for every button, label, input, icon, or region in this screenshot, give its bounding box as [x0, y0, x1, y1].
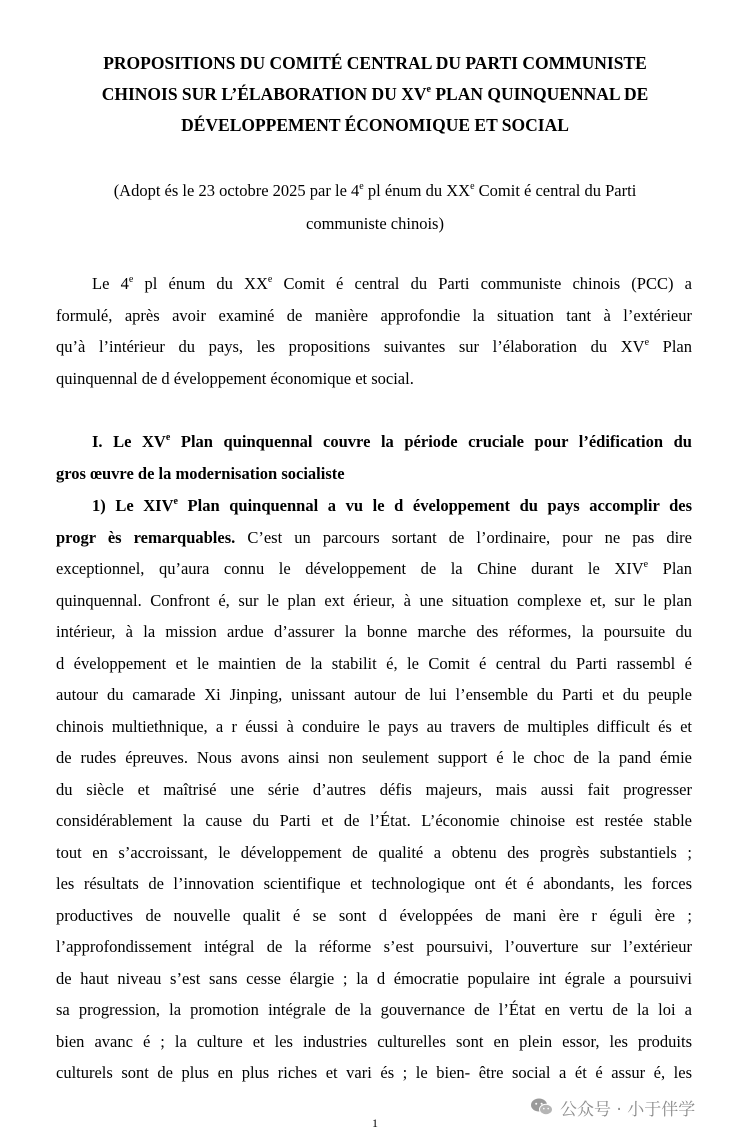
point-1-line: bien avanc é ; la culture et les industries culturelles sont en plein essor, les produits — [56, 1031, 692, 1051]
intro-paragraph — [56, 268, 692, 394]
section-heading — [56, 426, 692, 489]
point-1-line: productives de nouvelle qualit é se sont d éveloppées de mani ère r éguli ère ; — [56, 905, 692, 925]
intro-line: formulé, après avoir examiné de manière approfondie la situation tant à l’extérieur — [56, 305, 692, 325]
adoption-note-line-1: (Adopt és le 23 octobre 2025 par le 4e pl énum du XXe Comit é central du Parti — [113, 180, 637, 200]
point-1-line: du siècle et maîtrisé une série d’autres défis majeurs, mais aussi fait progresser — [56, 779, 692, 799]
point-1-line: culturels sont de plus en plus riches et vari és ; le bien- être social a ét é assur é, les — [56, 1063, 692, 1082]
point-1-line: considérablement la cause du Parti et de l’État. L’économie chinoise est restée stable — [56, 811, 692, 830]
adoption-note — [60, 174, 690, 240]
title-line-2: CHINOIS SUR L’ÉLABORATION DU XVe PLAN QUINQUENNAL DE — [101, 84, 649, 104]
point-1-line: autour du camarade Xi Jinping, unissant autour de lui l’ensemble du Parti et du peuple — [56, 685, 692, 704]
point-1-heading: 1) Le XIVe Plan quinquennal a vu le d éveloppement du pays accomplir des — [92, 495, 693, 515]
page-number: 1 — [372, 1116, 378, 1130]
point-1-line: de haut niveau s’est sans cesse élargie ; la d émocratie populaire int égrale a poursuivi — [56, 968, 692, 988]
point-1-line: chinois multiethnique, a r éussi à conduire le pays au travers de multiples difficult és et — [56, 716, 692, 736]
point-1-line: les résultats de l’innovation scientifique et technologique ont ét é abondants, les forces — [56, 874, 692, 893]
wechat-icon — [530, 1097, 554, 1117]
point-1-line: intérieur, à la mission ardue d’assurer la bonne marche des réformes, la poursuite du — [56, 622, 692, 641]
watermark-text: 公众号 · 小于伴学 — [560, 1099, 696, 1120]
point-1-line: quinquennal. Confront é, sur le plan ext érieur, à une situation complexe et, sur le plan — [56, 590, 692, 610]
point-1-paragraph — [56, 490, 692, 1089]
intro-line: Le 4e pl énum du XXe Comit é central du Parti communiste chinois (PCC) a — [92, 273, 692, 293]
point-1-line: progr ès remarquables. C’est un parcours sortant de l’ordinaire, pour ne pas dire — [56, 527, 693, 547]
intro-line: qu’à l’intérieur du pays, les propositions suivantes sur l’élaboration du XVe Plan — [56, 336, 692, 356]
title-line-1: PROPOSITIONS DU COMITÉ CENTRAL DU PARTI COMMUNISTE — [103, 53, 647, 73]
point-1-line: tout en s’accroissant, le développement de qualité a obtenu des progrès substantiels ; — [56, 842, 692, 862]
point-1-line: exceptionnel, qu’aura connu le développement de la Chine durant le XIVe Plan — [56, 558, 692, 578]
point-1-line: de rudes épreuves. Nous avons ainsi non seulement support é le choc de la pand émie — [56, 748, 692, 767]
adoption-note-line-2: communiste chinois) — [306, 214, 444, 233]
document-title — [60, 48, 690, 141]
intro-line: quinquennal de d éveloppement économique et social. — [56, 368, 414, 388]
point-1-line: d éveloppement et le maintien de la stabilit é, le Comit é central du Parti rassembl é — [56, 653, 692, 673]
section-heading-line: I. Le XVe Plan quinquennal couvre la période cruciale pour l’édification du — [92, 431, 692, 451]
point-1-line: sa progression, la promotion intégrale de la gouvernance de l’État en vertu de la loi a — [56, 1000, 692, 1019]
point-1-line: l’approfondissement intégral de la réforme s’est poursuivi, l’ouverture sur l’extérieur — [56, 937, 692, 956]
section-heading-line: gros œuvre de la modernisation socialiste — [56, 463, 345, 483]
title-line-3: DÉVELOPPEMENT ÉCONOMIQUE ET SOCIAL — [181, 115, 569, 135]
